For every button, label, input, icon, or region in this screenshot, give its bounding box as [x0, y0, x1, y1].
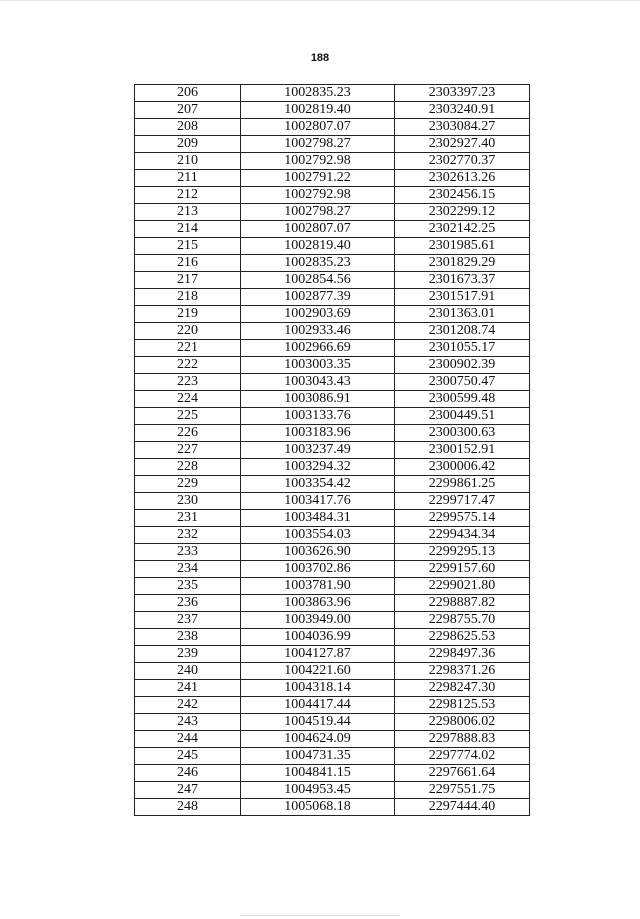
- x-coordinate-cell: 1004221.60: [241, 663, 395, 680]
- table-row: [135, 595, 530, 612]
- point-number-cell: 206: [135, 85, 241, 102]
- y-coordinate-cell: 2300006.42: [395, 459, 530, 476]
- x-coordinate-cell: 1003863.96: [241, 595, 395, 612]
- x-coordinate-cell: 1003133.76: [241, 408, 395, 425]
- x-coordinate-cell: 1002798.27: [241, 204, 395, 221]
- table-row: [135, 119, 530, 136]
- y-coordinate-cell: 2301829.29: [395, 255, 530, 272]
- x-coordinate-cell: 1003417.76: [241, 493, 395, 510]
- table-row: [135, 680, 530, 697]
- point-number-cell: 238: [135, 629, 241, 646]
- x-coordinate-cell: 1002819.40: [241, 102, 395, 119]
- coordinate-table-body: [135, 85, 530, 816]
- point-number-cell: 212: [135, 187, 241, 204]
- x-coordinate-cell: 1003626.90: [241, 544, 395, 561]
- point-number-cell: 230: [135, 493, 241, 510]
- y-coordinate-cell: 2297444.40: [395, 799, 530, 816]
- table-row: [135, 731, 530, 748]
- table-row: [135, 544, 530, 561]
- x-coordinate-cell: 1004036.99: [241, 629, 395, 646]
- point-number-cell: 214: [135, 221, 241, 238]
- table-row: [135, 255, 530, 272]
- x-coordinate-cell: 1005068.18: [241, 799, 395, 816]
- x-coordinate-cell: 1002807.07: [241, 221, 395, 238]
- point-number-cell: 222: [135, 357, 241, 374]
- table-row: [135, 425, 530, 442]
- x-coordinate-cell: 1003484.31: [241, 510, 395, 527]
- table-row: [135, 136, 530, 153]
- table-row: [135, 374, 530, 391]
- table-row: [135, 238, 530, 255]
- y-coordinate-cell: 2300750.47: [395, 374, 530, 391]
- y-coordinate-cell: 2299575.14: [395, 510, 530, 527]
- y-coordinate-cell: 2298497.36: [395, 646, 530, 663]
- point-number-cell: 248: [135, 799, 241, 816]
- y-coordinate-cell: 2297551.75: [395, 782, 530, 799]
- y-coordinate-cell: 2300300.63: [395, 425, 530, 442]
- table-row: [135, 187, 530, 204]
- point-number-cell: 233: [135, 544, 241, 561]
- point-number-cell: 236: [135, 595, 241, 612]
- x-coordinate-cell: 1003702.86: [241, 561, 395, 578]
- point-number-cell: 234: [135, 561, 241, 578]
- point-number-cell: 209: [135, 136, 241, 153]
- x-coordinate-cell: 1004624.09: [241, 731, 395, 748]
- y-coordinate-cell: 2301363.01: [395, 306, 530, 323]
- point-number-cell: 243: [135, 714, 241, 731]
- point-number-cell: 229: [135, 476, 241, 493]
- table-row: [135, 714, 530, 731]
- point-number-cell: 213: [135, 204, 241, 221]
- table-row: [135, 629, 530, 646]
- x-coordinate-cell: 1002791.22: [241, 170, 395, 187]
- point-number-cell: 210: [135, 153, 241, 170]
- y-coordinate-cell: 2298371.26: [395, 663, 530, 680]
- table-row: [135, 493, 530, 510]
- y-coordinate-cell: 2303084.27: [395, 119, 530, 136]
- x-coordinate-cell: 1002835.23: [241, 85, 395, 102]
- y-coordinate-cell: 2301673.37: [395, 272, 530, 289]
- y-coordinate-cell: 2299157.60: [395, 561, 530, 578]
- x-coordinate-cell: 1002877.39: [241, 289, 395, 306]
- y-coordinate-cell: 2299021.80: [395, 578, 530, 595]
- point-number-cell: 218: [135, 289, 241, 306]
- x-coordinate-cell: 1004731.35: [241, 748, 395, 765]
- point-number-cell: 240: [135, 663, 241, 680]
- point-number-cell: 223: [135, 374, 241, 391]
- table-row: [135, 527, 530, 544]
- x-coordinate-cell: 1004127.87: [241, 646, 395, 663]
- point-number-cell: 247: [135, 782, 241, 799]
- table-row: [135, 646, 530, 663]
- x-coordinate-cell: 1003237.49: [241, 442, 395, 459]
- point-number-cell: 228: [135, 459, 241, 476]
- x-coordinate-cell: 1004318.14: [241, 680, 395, 697]
- y-coordinate-cell: 2298625.53: [395, 629, 530, 646]
- table-row: [135, 612, 530, 629]
- y-coordinate-cell: 2298755.70: [395, 612, 530, 629]
- point-number-cell: 224: [135, 391, 241, 408]
- x-coordinate-cell: 1003183.96: [241, 425, 395, 442]
- y-coordinate-cell: 2298125.53: [395, 697, 530, 714]
- table-row: [135, 663, 530, 680]
- x-coordinate-cell: 1003554.03: [241, 527, 395, 544]
- scan-edge-bottom: [240, 915, 400, 916]
- point-number-cell: 232: [135, 527, 241, 544]
- y-coordinate-cell: 2300449.51: [395, 408, 530, 425]
- point-number-cell: 235: [135, 578, 241, 595]
- point-number-cell: 211: [135, 170, 241, 187]
- point-number-cell: 220: [135, 323, 241, 340]
- point-number-cell: 219: [135, 306, 241, 323]
- point-number-cell: 244: [135, 731, 241, 748]
- table-row: [135, 170, 530, 187]
- point-number-cell: 242: [135, 697, 241, 714]
- x-coordinate-cell: 1003086.91: [241, 391, 395, 408]
- y-coordinate-cell: 2301985.61: [395, 238, 530, 255]
- table-row: [135, 204, 530, 221]
- table-row: [135, 408, 530, 425]
- point-number-cell: 226: [135, 425, 241, 442]
- table-row: [135, 391, 530, 408]
- point-number-cell: 217: [135, 272, 241, 289]
- x-coordinate-cell: 1004953.45: [241, 782, 395, 799]
- point-number-cell: 216: [135, 255, 241, 272]
- y-coordinate-cell: 2303240.91: [395, 102, 530, 119]
- table-row: [135, 748, 530, 765]
- table-row: [135, 799, 530, 816]
- table-row: [135, 765, 530, 782]
- x-coordinate-cell: 1003294.32: [241, 459, 395, 476]
- table-row: [135, 459, 530, 476]
- y-coordinate-cell: 2297888.83: [395, 731, 530, 748]
- x-coordinate-cell: 1002933.46: [241, 323, 395, 340]
- table-row: [135, 153, 530, 170]
- y-coordinate-cell: 2300152.91: [395, 442, 530, 459]
- point-number-cell: 207: [135, 102, 241, 119]
- coordinate-table: [134, 84, 530, 816]
- y-coordinate-cell: 2297774.02: [395, 748, 530, 765]
- table-row: [135, 442, 530, 459]
- table-row: [135, 697, 530, 714]
- x-coordinate-cell: 1004519.44: [241, 714, 395, 731]
- x-coordinate-cell: 1003354.42: [241, 476, 395, 493]
- x-coordinate-cell: 1002903.69: [241, 306, 395, 323]
- y-coordinate-cell: 2297661.64: [395, 765, 530, 782]
- y-coordinate-cell: 2302299.12: [395, 204, 530, 221]
- scan-edge-top: [0, 0, 640, 1]
- x-coordinate-cell: 1004841.15: [241, 765, 395, 782]
- point-number-cell: 231: [135, 510, 241, 527]
- y-coordinate-cell: 2301517.91: [395, 289, 530, 306]
- point-number-cell: 227: [135, 442, 241, 459]
- table-row: [135, 561, 530, 578]
- x-coordinate-cell: 1002854.56: [241, 272, 395, 289]
- y-coordinate-cell: 2302142.25: [395, 221, 530, 238]
- table-row: [135, 510, 530, 527]
- table-row: [135, 340, 530, 357]
- y-coordinate-cell: 2298006.02: [395, 714, 530, 731]
- point-number-cell: 241: [135, 680, 241, 697]
- table-row: [135, 476, 530, 493]
- y-coordinate-cell: 2298247.30: [395, 680, 530, 697]
- x-coordinate-cell: 1003949.00: [241, 612, 395, 629]
- x-coordinate-cell: 1002835.23: [241, 255, 395, 272]
- point-number-cell: 225: [135, 408, 241, 425]
- table-row: [135, 306, 530, 323]
- table-row: [135, 272, 530, 289]
- x-coordinate-cell: 1002966.69: [241, 340, 395, 357]
- y-coordinate-cell: 2299861.25: [395, 476, 530, 493]
- x-coordinate-cell: 1002792.98: [241, 187, 395, 204]
- table-row: [135, 782, 530, 799]
- y-coordinate-cell: 2300902.39: [395, 357, 530, 374]
- x-coordinate-cell: 1002792.98: [241, 153, 395, 170]
- y-coordinate-cell: 2299295.13: [395, 544, 530, 561]
- table-row: [135, 221, 530, 238]
- y-coordinate-cell: 2303397.23: [395, 85, 530, 102]
- table-row: [135, 102, 530, 119]
- y-coordinate-cell: 2302456.15: [395, 187, 530, 204]
- y-coordinate-cell: 2299717.47: [395, 493, 530, 510]
- y-coordinate-cell: 2298887.82: [395, 595, 530, 612]
- x-coordinate-cell: 1003043.43: [241, 374, 395, 391]
- point-number-cell: 239: [135, 646, 241, 663]
- x-coordinate-cell: 1002798.27: [241, 136, 395, 153]
- y-coordinate-cell: 2299434.34: [395, 527, 530, 544]
- x-coordinate-cell: 1003003.35: [241, 357, 395, 374]
- table-row: [135, 578, 530, 595]
- point-number-cell: 246: [135, 765, 241, 782]
- table-row: [135, 289, 530, 306]
- x-coordinate-cell: 1002807.07: [241, 119, 395, 136]
- table-row: [135, 85, 530, 102]
- point-number-cell: 208: [135, 119, 241, 136]
- y-coordinate-cell: 2302613.26: [395, 170, 530, 187]
- y-coordinate-cell: 2301208.74: [395, 323, 530, 340]
- page-number: 188: [310, 52, 330, 64]
- point-number-cell: 245: [135, 748, 241, 765]
- point-number-cell: 215: [135, 238, 241, 255]
- y-coordinate-cell: 2301055.17: [395, 340, 530, 357]
- table-row: [135, 357, 530, 374]
- x-coordinate-cell: 1003781.90: [241, 578, 395, 595]
- y-coordinate-cell: 2302927.40: [395, 136, 530, 153]
- x-coordinate-cell: 1002819.40: [241, 238, 395, 255]
- point-number-cell: 237: [135, 612, 241, 629]
- y-coordinate-cell: 2302770.37: [395, 153, 530, 170]
- table-row: [135, 323, 530, 340]
- x-coordinate-cell: 1004417.44: [241, 697, 395, 714]
- y-coordinate-cell: 2300599.48: [395, 391, 530, 408]
- point-number-cell: 221: [135, 340, 241, 357]
